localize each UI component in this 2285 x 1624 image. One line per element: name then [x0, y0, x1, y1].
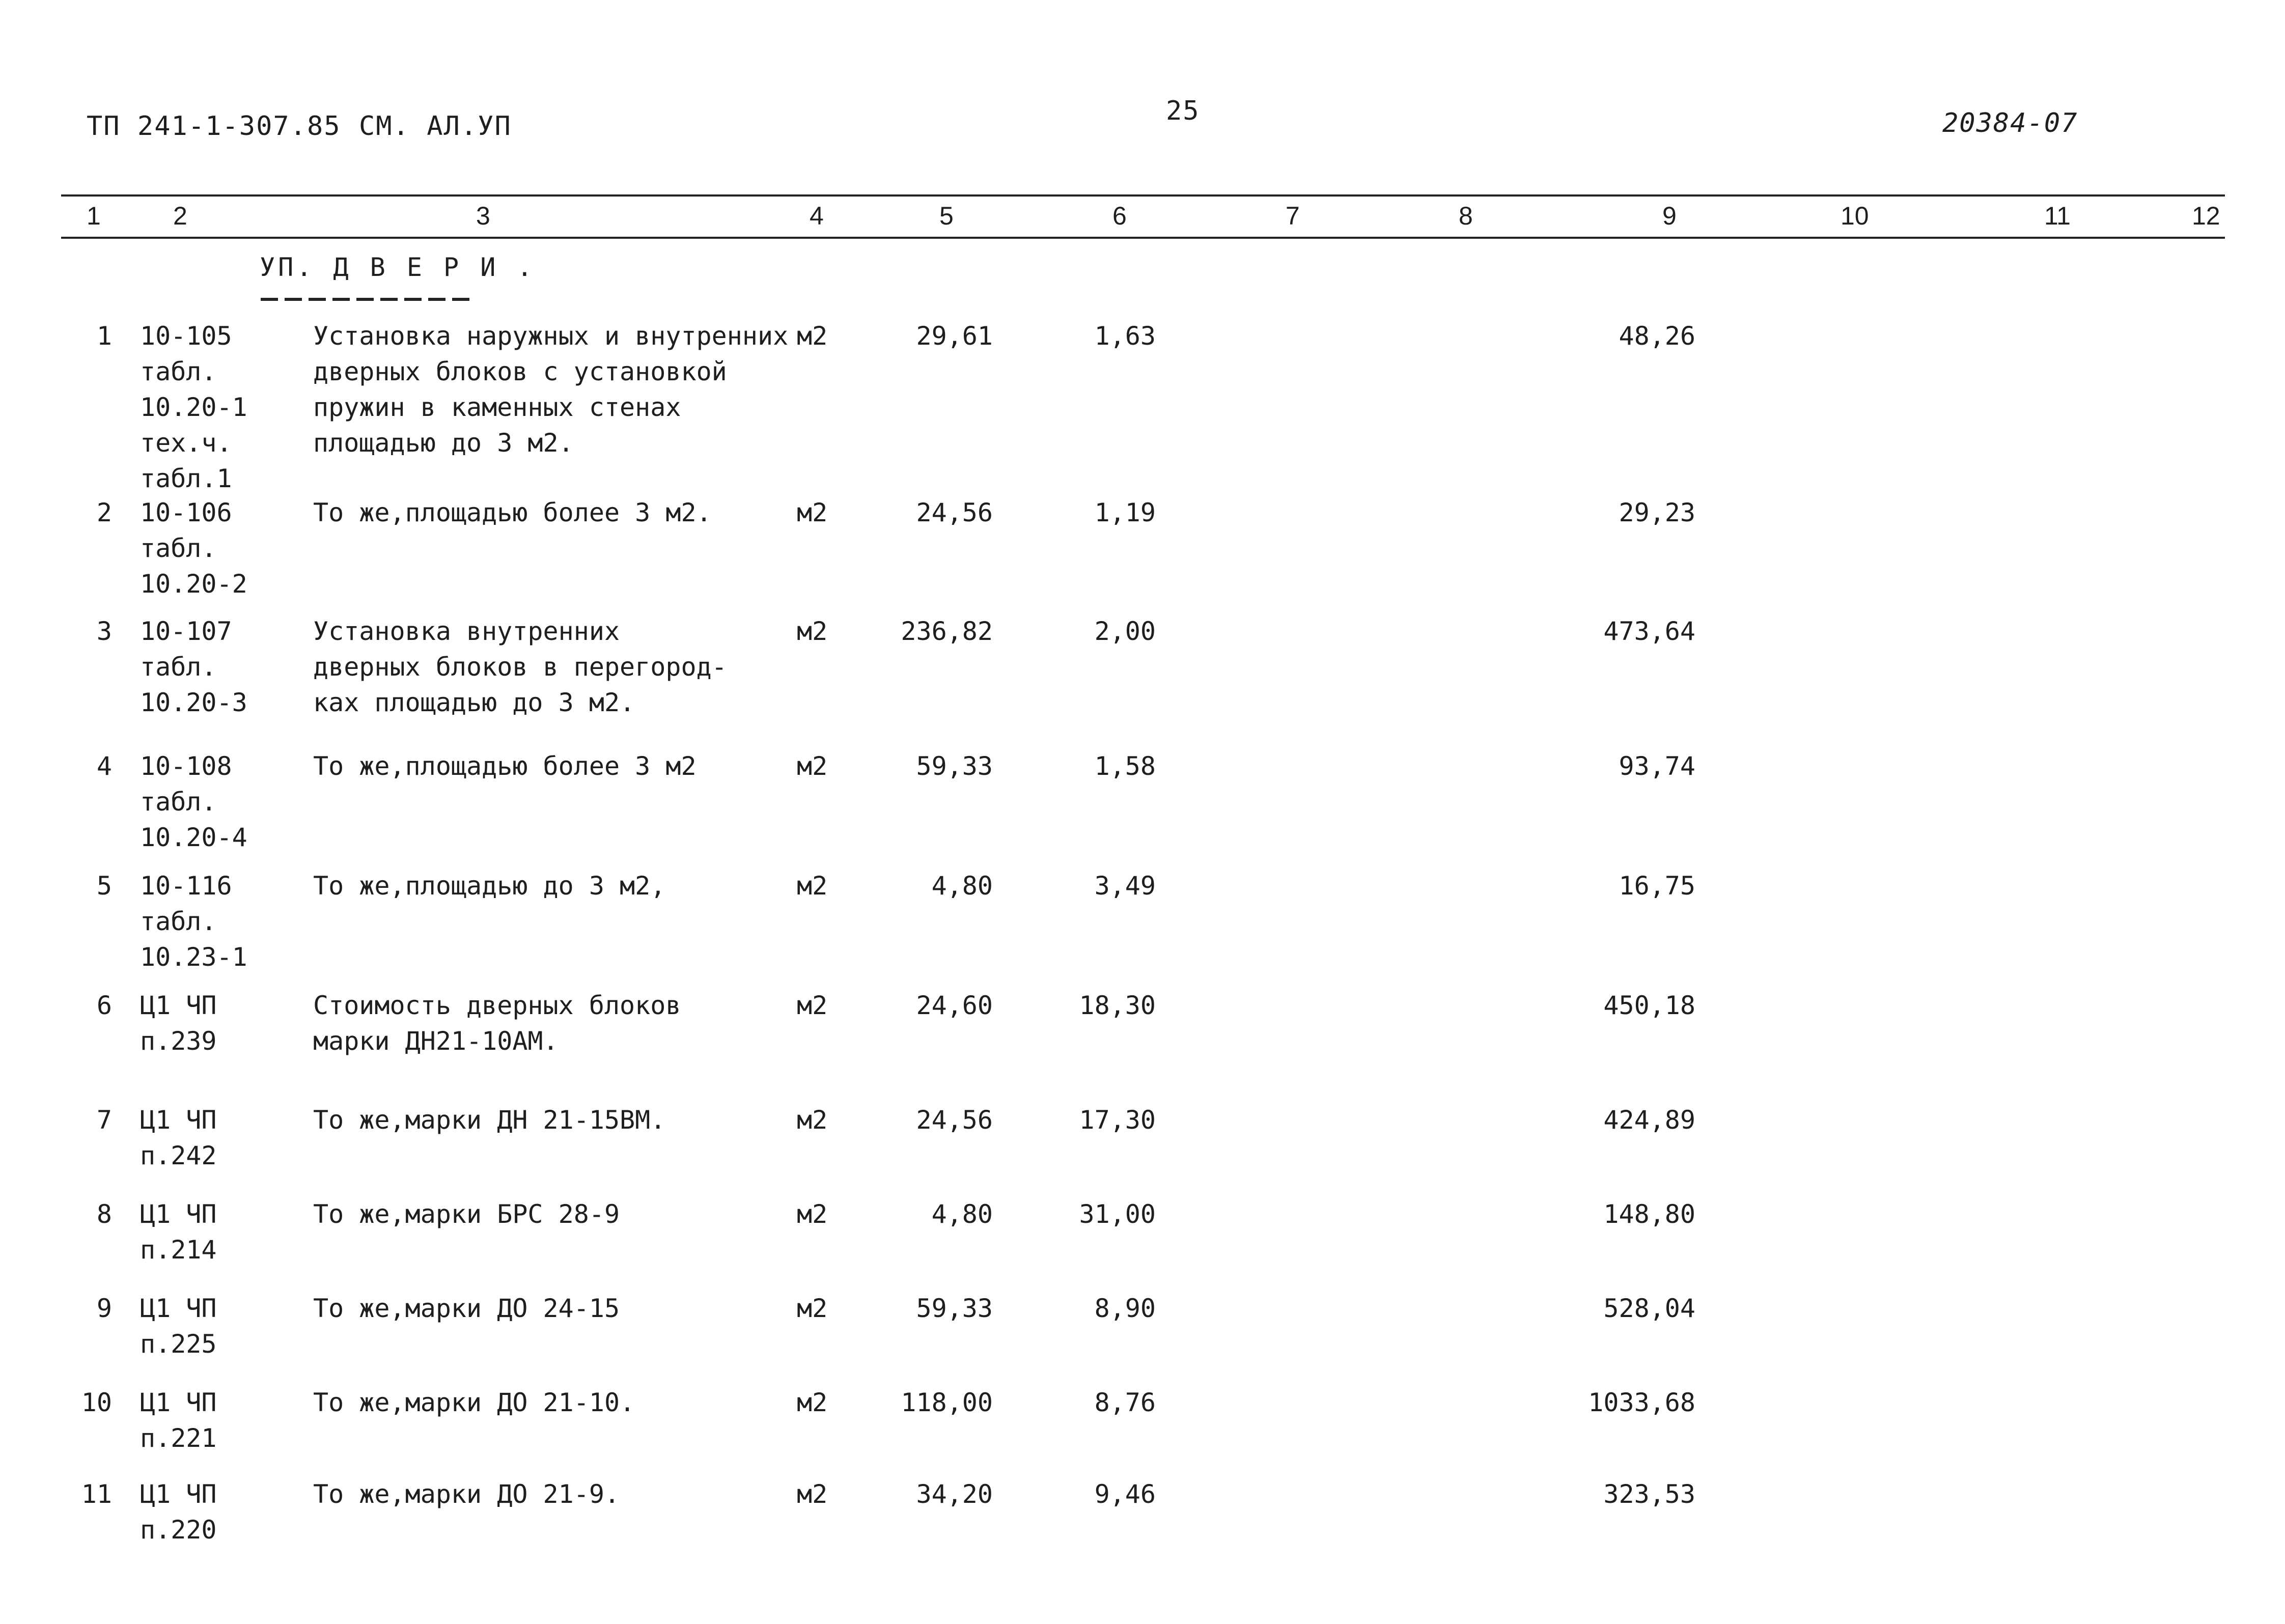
underline-dash	[428, 298, 445, 301]
column-header-rule	[61, 237, 2225, 239]
unit-of-measure: м2	[797, 498, 828, 527]
unit-price: 1,58	[1094, 751, 1156, 781]
pricing-code-line: 10-105	[140, 321, 232, 351]
pricing-code-line: п.220	[140, 1515, 217, 1545]
pricing-code	[140, 495, 247, 602]
column-number-8: 8	[1459, 202, 1473, 230]
unit-price: 9,46	[1094, 1479, 1156, 1509]
work-description-line: Установка наружных и внутренних	[313, 321, 789, 351]
unit-of-measure: м2	[797, 1388, 828, 1417]
underline-dash	[309, 298, 326, 301]
pricing-code-line: 10.23-1	[140, 942, 247, 972]
quantity: 59,33	[916, 751, 993, 781]
pricing-code	[140, 1291, 217, 1362]
pricing-code-line: 10-107	[140, 617, 232, 646]
pricing-code-line: табл.1	[140, 464, 232, 493]
pricing-code-line: 10.20-2	[140, 569, 247, 599]
pricing-code-line: табл.	[140, 357, 217, 386]
pricing-code	[140, 318, 247, 496]
quantity: 118,00	[901, 1388, 993, 1417]
row-number: 8	[96, 1199, 112, 1229]
pricing-code-line: п.242	[140, 1141, 217, 1170]
pricing-code-line: Ц1 ЧП	[140, 1294, 217, 1323]
pricing-code	[140, 868, 247, 975]
unit-price: 8,90	[1094, 1294, 1156, 1323]
row-number: 10	[81, 1388, 112, 1417]
pricing-code	[140, 613, 247, 720]
row-number: 4	[96, 751, 112, 781]
document-code: ТП 241-1-307.85	[87, 111, 341, 142]
work-description	[313, 748, 696, 784]
underline-dash	[452, 298, 469, 301]
unit-of-measure: м2	[797, 871, 828, 901]
total-cost: 1033,68	[1588, 1388, 1695, 1417]
pricing-code	[140, 988, 217, 1059]
row-number: 3	[96, 617, 112, 646]
work-description	[313, 318, 788, 461]
work-description-line: марки ДН21-10АМ.	[313, 1026, 559, 1056]
underline-dash	[285, 298, 302, 301]
column-number-6: 6	[1112, 202, 1127, 230]
work-description-line: То же,площадью до 3 м2,	[313, 871, 666, 901]
work-description-line: Установка внутренних	[313, 617, 620, 646]
total-cost: 424,89	[1603, 1105, 1695, 1135]
unit-of-measure: м2	[797, 751, 828, 781]
total-cost: 473,64	[1603, 617, 1695, 646]
work-description-line: ках площадью до 3 м2.	[313, 688, 635, 717]
work-description	[313, 1196, 620, 1232]
unit-of-measure: м2	[797, 1199, 828, 1229]
unit-price: 17,30	[1079, 1105, 1156, 1135]
column-number-4: 4	[810, 202, 824, 230]
total-cost: 323,53	[1603, 1479, 1695, 1509]
pricing-code-line: 10-108	[140, 751, 232, 781]
row-number: 2	[96, 498, 112, 527]
pricing-code-line: п.239	[140, 1026, 217, 1056]
work-description-line: площадью до 3 м2.	[313, 428, 574, 458]
work-description	[313, 1291, 620, 1326]
column-number-11: 11	[2044, 202, 2071, 230]
album-reference: СМ. АЛ.УП	[359, 111, 512, 142]
underline-dash	[356, 298, 374, 301]
row-number: 5	[96, 871, 112, 901]
underline-dash	[404, 298, 422, 301]
pricing-code-line: Ц1 ЧП	[140, 1105, 217, 1135]
work-description-line: пружин в каменных стенах	[313, 393, 681, 422]
quantity: 24,60	[916, 991, 993, 1020]
unit-of-measure: м2	[797, 991, 828, 1020]
quantity: 236,82	[901, 617, 993, 646]
total-cost: 16,75	[1619, 871, 1695, 901]
column-number-1: 1	[87, 202, 101, 230]
quantity: 24,56	[916, 1105, 993, 1135]
underline-dash	[332, 298, 350, 301]
unit-price: 3,49	[1094, 871, 1156, 901]
section-title: УП. Д В Е Р И .	[260, 253, 536, 282]
quantity: 24,56	[916, 498, 993, 527]
work-description	[313, 868, 665, 904]
pricing-code-line: табл.	[140, 907, 217, 936]
column-number-3: 3	[476, 202, 490, 230]
quantity: 34,20	[916, 1479, 993, 1509]
work-description	[313, 495, 712, 530]
pricing-code-line: табл.	[140, 652, 217, 682]
pricing-code-line: 10-106	[140, 498, 232, 527]
work-description-line: дверных блоков в перегород-	[313, 652, 727, 682]
unit-price: 18,30	[1079, 991, 1156, 1020]
row-number: 1	[96, 321, 112, 351]
pricing-code	[140, 1102, 217, 1173]
pricing-code-line: п.225	[140, 1329, 217, 1359]
total-cost: 528,04	[1603, 1294, 1695, 1323]
total-cost: 48,26	[1619, 321, 1695, 351]
work-description-line: дверных блоков с установкой	[313, 357, 727, 386]
column-number-10: 10	[1841, 202, 1869, 230]
pricing-code	[140, 748, 247, 855]
pricing-code-line: 10.20-4	[140, 823, 247, 852]
unit-price: 1,63	[1094, 321, 1156, 351]
pricing-code-line: 10-116	[140, 871, 232, 901]
pricing-code-line: Ц1 ЧП	[140, 1388, 217, 1417]
work-description-line: То же,площадью более 3 м2.	[313, 498, 712, 527]
work-description	[313, 1102, 665, 1138]
column-number-2: 2	[173, 202, 187, 230]
pricing-code-line: табл.	[140, 534, 217, 563]
underline-dash	[261, 298, 278, 301]
table-top-rule	[61, 194, 2225, 197]
work-description-line: Стоимость дверных блоков	[313, 991, 681, 1020]
unit-of-measure: м2	[797, 1294, 828, 1323]
unit-of-measure: м2	[797, 617, 828, 646]
pricing-code	[140, 1196, 217, 1268]
work-description-line: То же,марки ДО 24-15	[313, 1294, 620, 1323]
work-description	[313, 1476, 620, 1512]
row-number: 6	[96, 991, 112, 1020]
unit-of-measure: м2	[797, 321, 828, 351]
unit-price: 31,00	[1079, 1199, 1156, 1229]
reference-number: 20384-07	[1942, 108, 2078, 138]
pricing-code-line: 10.20-3	[140, 688, 247, 717]
page-number: 25	[1166, 96, 1200, 126]
total-cost: 450,18	[1603, 991, 1695, 1020]
column-number-9: 9	[1662, 202, 1677, 230]
pricing-code-line: п.221	[140, 1423, 217, 1453]
work-description-line: То же,марки ДО 21-10.	[313, 1388, 635, 1417]
unit-of-measure: м2	[797, 1479, 828, 1509]
row-number: 7	[96, 1105, 112, 1135]
unit-price: 8,76	[1094, 1388, 1156, 1417]
underline-dash	[380, 298, 398, 301]
quantity: 59,33	[916, 1294, 993, 1323]
work-description	[313, 988, 681, 1059]
work-description-line: То же,марки ДО 21-9.	[313, 1479, 620, 1509]
quantity: 4,80	[931, 871, 993, 901]
pricing-code-line: Ц1 ЧП	[140, 1479, 217, 1509]
total-cost: 29,23	[1619, 498, 1695, 527]
work-description-line: То же,марки БРС 28-9	[313, 1199, 620, 1229]
total-cost: 93,74	[1619, 751, 1695, 781]
column-number-7: 7	[1286, 202, 1300, 230]
pricing-code	[140, 1385, 217, 1456]
pricing-code-line: Ц1 ЧП	[140, 991, 217, 1020]
quantity: 29,61	[916, 321, 993, 351]
pricing-code	[140, 1476, 217, 1548]
pricing-code-line: п.214	[140, 1235, 217, 1265]
work-description-line: То же,марки ДН 21-15ВМ.	[313, 1105, 666, 1135]
work-description	[313, 1385, 635, 1420]
quantity: 4,80	[931, 1199, 993, 1229]
unit-price: 1,19	[1094, 498, 1156, 527]
row-number: 11	[81, 1479, 112, 1509]
pricing-code-line: табл.	[140, 787, 217, 817]
pricing-code-line: тех.ч.	[140, 428, 232, 458]
work-description	[313, 613, 727, 720]
work-description-line: То же,площадью более 3 м2	[313, 751, 696, 781]
unit-price: 2,00	[1094, 617, 1156, 646]
row-number: 9	[96, 1294, 112, 1323]
column-number-5: 5	[939, 202, 954, 230]
pricing-code-line: Ц1 ЧП	[140, 1199, 217, 1229]
total-cost: 148,80	[1603, 1199, 1695, 1229]
column-number-12: 12	[2192, 202, 2220, 230]
unit-of-measure: м2	[797, 1105, 828, 1135]
pricing-code-line: 10.20-1	[140, 393, 247, 422]
